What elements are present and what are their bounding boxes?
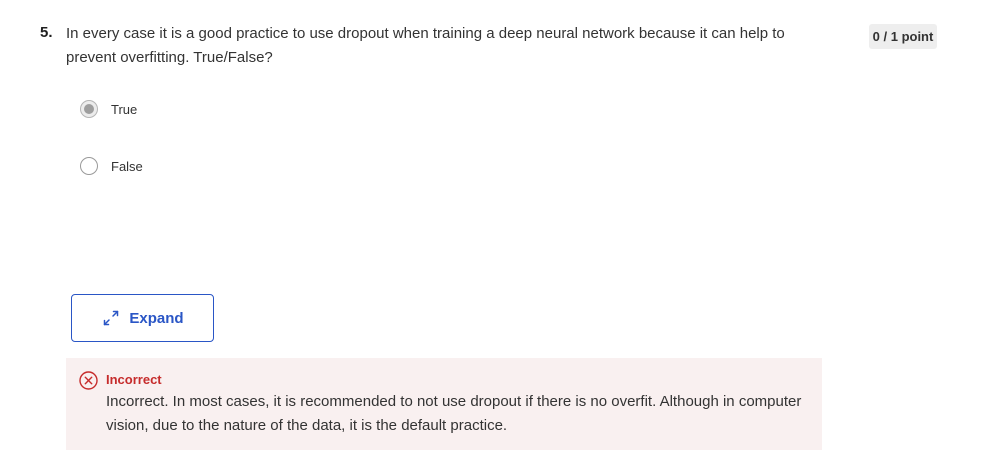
feedback-text: Incorrect. In most cases, it is recommended to not use dropout if there is no overfit. Although in computer vision, due to the nature of the data, it is the default practice. xyxy=(106,393,802,434)
feedback-panel xyxy=(66,358,822,450)
option-false[interactable] xyxy=(80,157,143,175)
radio-false[interactable] xyxy=(80,157,98,175)
expand-button[interactable] xyxy=(71,294,214,342)
question-text: In every case it is a good practice to use dropout when training a deep neural network because it can help to prevent overfitting. True/False? xyxy=(66,25,785,66)
option-label-false: False xyxy=(111,158,143,174)
feedback-status: Incorrect xyxy=(106,372,162,387)
points-badge: 0 / 1 point xyxy=(869,24,937,49)
x-circle-icon xyxy=(79,371,98,390)
option-label-true: True xyxy=(111,101,138,117)
radio-true[interactable] xyxy=(80,100,98,118)
expand-label: Expand xyxy=(129,309,184,327)
option-true[interactable] xyxy=(80,100,137,118)
expand-arrows-icon xyxy=(101,308,121,328)
question-number: 5. xyxy=(40,24,53,41)
